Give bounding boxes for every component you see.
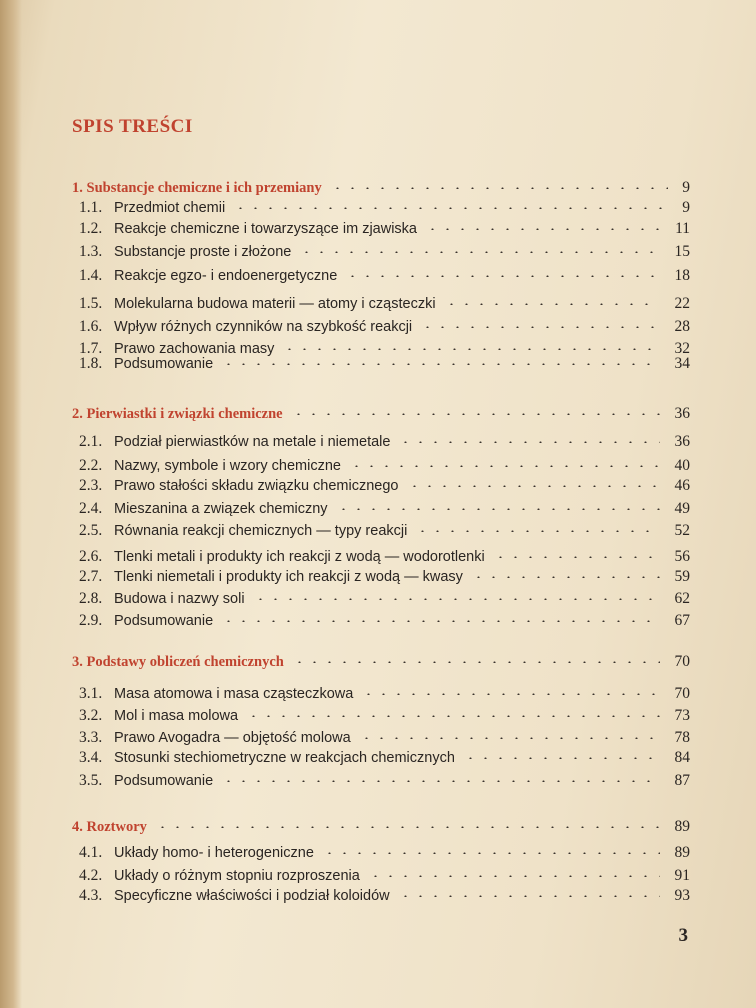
dot-leader bbox=[155, 826, 660, 828]
dot-leader bbox=[407, 485, 660, 487]
toc-item bbox=[72, 843, 690, 863]
toc-item-title: Molekularna budowa materii — atomy i cząsteczki bbox=[114, 296, 436, 312]
dot-leader bbox=[368, 875, 660, 877]
toc-item bbox=[72, 771, 690, 791]
toc-item bbox=[72, 684, 690, 704]
toc-item-number: 1.4. bbox=[79, 267, 103, 284]
toc-item bbox=[72, 354, 690, 374]
dot-leader bbox=[330, 187, 668, 189]
toc-page-number: 34 bbox=[674, 355, 690, 372]
dot-leader bbox=[349, 465, 660, 467]
toc-page-number: 18 bbox=[674, 267, 690, 284]
page-number: 3 bbox=[678, 925, 688, 946]
toc-item-number: 2.2. bbox=[79, 457, 103, 474]
toc-item bbox=[72, 706, 690, 726]
toc-item-title: Prawo zachowania masy bbox=[114, 341, 275, 357]
toc-item-number: 2.6. bbox=[79, 548, 103, 565]
toc-item-number: 2.7. bbox=[79, 568, 103, 585]
toc-page-number: 49 bbox=[674, 500, 690, 517]
toc-page-number: 11 bbox=[675, 220, 690, 237]
toc-item-title: Specyficzne właściwości i podział koloidów bbox=[114, 888, 390, 904]
toc-chapter-title: 4. Roztwory bbox=[72, 819, 147, 835]
toc-item bbox=[72, 266, 690, 286]
toc-page-number: 40 bbox=[674, 457, 690, 474]
dot-leader bbox=[292, 661, 660, 663]
toc-page-number: 70 bbox=[674, 685, 690, 702]
toc-item-number: 1.2. bbox=[79, 220, 103, 237]
toc-item-title: Prawo Avogadra — objętość molowa bbox=[114, 730, 351, 746]
toc-item-title: Prawo stałości składu związku chemicznego bbox=[114, 478, 399, 494]
toc-item-title: Podsumowanie bbox=[114, 356, 214, 372]
toc-item-number: 3.2. bbox=[79, 707, 103, 724]
toc-item bbox=[72, 748, 690, 768]
toc-item-number: 2.9. bbox=[79, 612, 103, 629]
toc-item-title: Substancje proste i złożone bbox=[114, 244, 292, 260]
dot-leader bbox=[493, 556, 660, 558]
dot-leader bbox=[444, 303, 660, 305]
toc-page-number: 91 bbox=[674, 867, 690, 884]
dot-leader bbox=[299, 251, 660, 253]
toc-item bbox=[72, 886, 690, 906]
toc-item bbox=[72, 219, 690, 239]
toc-item-title: Podział pierwiastków na metale i niemetale bbox=[114, 434, 391, 450]
toc-item-title: Podsumowanie bbox=[114, 613, 214, 629]
dot-leader bbox=[471, 576, 660, 578]
toc-item-number: 1.3. bbox=[79, 243, 103, 260]
toc-page-number: 59 bbox=[674, 568, 690, 585]
dot-leader bbox=[398, 441, 660, 443]
dot-leader bbox=[246, 715, 660, 717]
toc-item-number: 4.1. bbox=[79, 844, 103, 861]
toc-item bbox=[72, 456, 690, 476]
toc-item bbox=[72, 499, 690, 519]
dot-leader bbox=[415, 530, 660, 532]
toc-item-title: Reakcje chemiczne i towarzyszące im zjawiska bbox=[114, 221, 417, 237]
toc-item-number: 2.1. bbox=[79, 433, 103, 450]
toc-page-number: 84 bbox=[674, 749, 690, 766]
toc-item-title: Wpływ różnych czynników na szybkość reakcji bbox=[114, 319, 413, 335]
toc-item-title: Układy homo- i heterogeniczne bbox=[114, 845, 314, 861]
toc-chapter-title: 3. Podstawy obliczeń chemicznych bbox=[72, 654, 284, 670]
dot-leader bbox=[233, 207, 668, 209]
toc-item bbox=[72, 611, 690, 631]
toc-item-number: 2.5. bbox=[79, 522, 103, 539]
toc-chapter bbox=[72, 404, 690, 424]
toc-item bbox=[72, 728, 690, 748]
book-gutter bbox=[0, 0, 22, 1008]
toc-page-number: 93 bbox=[674, 887, 690, 904]
toc-chapter bbox=[72, 652, 690, 672]
dot-leader bbox=[221, 620, 660, 622]
toc-item bbox=[72, 242, 690, 262]
toc-page-number: 73 bbox=[674, 707, 690, 724]
toc-item-number: 4.3. bbox=[79, 887, 103, 904]
toc-page-number: 9 bbox=[682, 179, 690, 196]
dot-leader bbox=[361, 693, 660, 695]
toc-page-number: 46 bbox=[674, 477, 690, 494]
toc-item-title: Nazwy, symbole i wzory chemiczne bbox=[114, 458, 341, 474]
toc-page-number: 67 bbox=[674, 612, 690, 629]
toc-chapter-title: 2. Pierwiastki i związki chemiczne bbox=[72, 406, 283, 422]
toc-item-title: Przedmiot chemii bbox=[114, 200, 226, 216]
toc-item bbox=[72, 547, 690, 567]
dot-leader bbox=[463, 757, 660, 759]
toc-item-number: 1.6. bbox=[79, 318, 103, 335]
toc-item-title: Układy o różnym stopniu rozproszenia bbox=[114, 868, 360, 884]
dot-leader bbox=[253, 598, 660, 600]
toc-item-number: 3.5. bbox=[79, 772, 103, 789]
toc-item-number: 4.2. bbox=[79, 867, 103, 884]
toc-item bbox=[72, 589, 690, 609]
toc-item-title: Równania reakcji chemicznych — typy reakcji bbox=[114, 523, 408, 539]
toc-page-number: 52 bbox=[674, 522, 690, 539]
toc-item bbox=[72, 432, 690, 452]
toc-item-number: 3.1. bbox=[79, 685, 103, 702]
toc-item-title: Reakcje egzo- i endoenergetyczne bbox=[114, 268, 338, 284]
dot-leader bbox=[336, 508, 660, 510]
toc-chapter bbox=[72, 817, 690, 837]
toc-page-number: 70 bbox=[674, 653, 690, 670]
toc-item bbox=[72, 567, 690, 587]
toc-item-number: 3.4. bbox=[79, 749, 103, 766]
toc-item bbox=[72, 866, 690, 886]
toc-item bbox=[72, 294, 690, 314]
dot-leader bbox=[322, 852, 660, 854]
dot-leader bbox=[282, 348, 660, 350]
toc-page-number: 28 bbox=[674, 318, 690, 335]
toc-page-number: 32 bbox=[674, 340, 690, 357]
dot-leader bbox=[420, 326, 660, 328]
toc-item-title: Tlenki niemetali i produkty ich reakcji z wodą — kwasy bbox=[114, 569, 463, 585]
toc-item-title: Budowa i nazwy soli bbox=[114, 591, 245, 607]
toc-item-number: 2.8. bbox=[79, 590, 103, 607]
toc-page-number: 36 bbox=[674, 433, 690, 450]
toc-page-number: 87 bbox=[674, 772, 690, 789]
toc-item-title: Tlenki metali i produkty ich reakcji z wodą — wodorotlenki bbox=[114, 549, 485, 565]
toc-page-number: 78 bbox=[674, 729, 690, 746]
toc-item-title: Masa atomowa i masa cząsteczkowa bbox=[114, 686, 354, 702]
toc-page-number: 62 bbox=[674, 590, 690, 607]
toc-item bbox=[72, 317, 690, 337]
toc-page-number: 56 bbox=[674, 548, 690, 565]
toc-item bbox=[72, 198, 690, 218]
toc-item-number: 1.1. bbox=[79, 199, 103, 216]
dot-leader bbox=[425, 228, 661, 230]
dot-leader bbox=[398, 895, 660, 897]
toc-item-number: 1.5. bbox=[79, 295, 103, 312]
toc-page-number: 89 bbox=[674, 818, 690, 835]
dot-leader bbox=[359, 737, 660, 739]
dot-leader bbox=[221, 363, 660, 365]
toc-item-title: Mol i masa molowa bbox=[114, 708, 239, 724]
toc-chapter-title: 1. Substancje chemiczne i ich przemiany bbox=[72, 180, 322, 196]
toc-item-title: Stosunki stechiometryczne w reakcjach chemicznych bbox=[114, 750, 455, 766]
toc-page-number: 36 bbox=[674, 405, 690, 422]
dot-leader bbox=[345, 275, 660, 277]
toc-page-number: 22 bbox=[674, 295, 690, 312]
toc-item-title: Podsumowanie bbox=[114, 773, 214, 789]
toc-item-number: 2.3. bbox=[79, 477, 103, 494]
toc-item-number: 2.4. bbox=[79, 500, 103, 517]
toc-item-title: Mieszanina a związek chemiczny bbox=[114, 501, 328, 517]
page-title: SPIS TREŚCI bbox=[72, 116, 193, 137]
toc-chapter bbox=[72, 178, 690, 198]
dot-leader bbox=[291, 413, 660, 415]
toc-item-number: 1.8. bbox=[79, 355, 103, 372]
toc-item bbox=[72, 521, 690, 541]
toc-page-number: 9 bbox=[682, 199, 690, 216]
dot-leader bbox=[221, 780, 660, 782]
toc-item-number: 3.3. bbox=[79, 729, 103, 746]
toc-page-number: 89 bbox=[674, 844, 690, 861]
toc-item-number: 1.7. bbox=[79, 340, 103, 357]
toc-page-number: 15 bbox=[674, 243, 690, 260]
toc-item bbox=[72, 476, 690, 496]
